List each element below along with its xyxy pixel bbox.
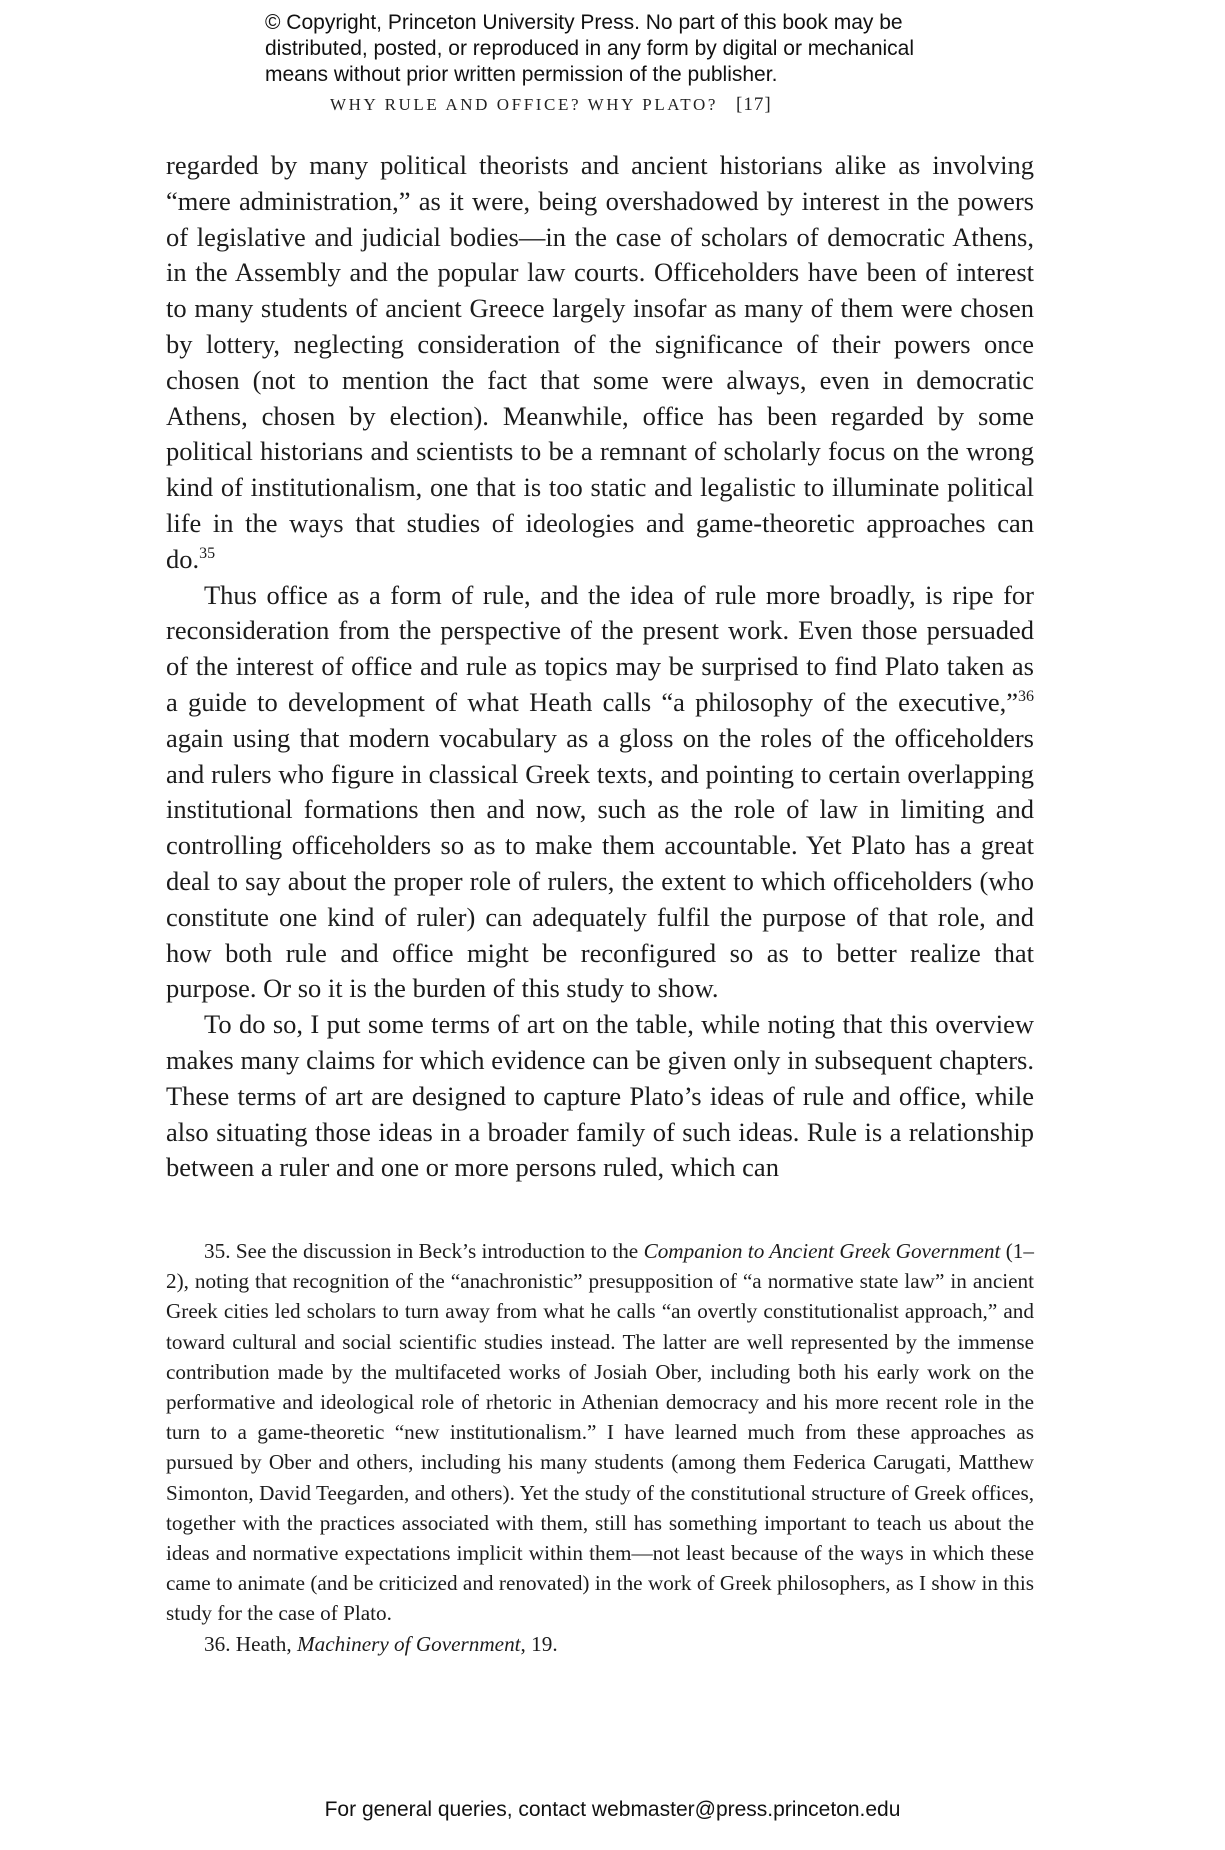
running-head-title: WHY RULE AND OFFICE? WHY PLATO? — [330, 95, 719, 114]
footnote-text: 36. Heath, — [204, 1631, 297, 1656]
footnote-text: 35. See the discussion in Beck’s introduction to the — [204, 1239, 644, 1263]
cited-title: Companion to Ancient Greek Government — [643, 1239, 1001, 1263]
paragraph-text: again using that modern vocabulary as a gloss on the roles of the officeholders and rulers who figure in classical Greek texts, and pointing to certain overlapping institutional formations then and now, such as the role of law in limiting and controlling officeholders so as to make them accountable. Yet Plato has a great deal to say about the proper role of rulers, the extent to which officeholders (who constitute one kind of ruler) can adequately fulfil the purpose of that role, and how both rule and office might be reconfigured so as to better realize that purpose. Or so it is the burden of this study to show. — [166, 722, 1034, 1004]
running-head — [330, 94, 930, 116]
footnote-ref[interactable]: 35 — [199, 544, 216, 562]
copyright-line: © Copyright, Princeton University Press. No part of this book may be — [265, 11, 903, 34]
footer-contact: For general queries, contact webmaster@press.princeton.edu — [324, 1798, 901, 1821]
copyright-line: distributed, posted, or reproduced in any form by digital or mechanical — [265, 37, 915, 60]
copyright-line: means without prior written permission of the publisher. — [265, 63, 778, 86]
footnote-text: (1–2), noting that recognition of the “anachronistic” presupposition of “a normative state law” in ancient Greek cities led scholars to turn away from what he calls “an overtly constitutionalist approach,” and toward cultural and social scientific studies instead. The latter are well represented by the immense contribution made by the multifaceted works of Josiah Ober, including both his early work on the performative and ideological role of rhetoric in Athenian democracy and his more recent role in the turn to a game-theoretic “new institutionalism.” I have learned much from these approaches as pursued by Ober and others, including his many students (among them Federica Carugati, Matthew Simonton, David Teegarden, and others). Yet the study of the constitutional structure of Greek offices, together with the practices associated with them, still has something important to teach us about the ideas and normative expectations implicit within them—not least because of the ways in which these came to animate (and be criticized and renovated) in the work of Greek philosophers, as I show in this study for the case of Plato. — [166, 1239, 1034, 1626]
footnote-35 — [166, 1236, 1034, 1629]
footnote-text: , 19. — [520, 1631, 558, 1656]
footnote-ref[interactable]: 36 — [1018, 687, 1034, 705]
cited-title: Machinery of Government — [296, 1631, 521, 1656]
paragraph — [166, 148, 1034, 578]
paragraph-text: regarded by many political theorists and ancient historians alike as involving “mere administration,” as it were, being overshadowed by interest in the powers of legislative and judicial bodies—in the case of scholars of democratic Athens, in the Assembly and the popular law courts. Officeholders have been of interest to many students of ancient Greece largely insofar as many of them were chosen by lottery, neglecting consideration of the significance of their powers once chosen (not to mention the fact that some were always, even in democratic Athens, chosen by election). Meanwhile, office has been regarded by some political historians and scientists to be a remnant of scholarly focus on the wrong kind of institutionalism, one that is too static and legalistic to illuminate political life in the ways that studies of ideologies and game-theoretic approaches can do. — [166, 150, 1034, 574]
copyright-notice — [265, 10, 985, 88]
footnote-36 — [166, 1629, 1034, 1659]
main-text — [166, 148, 1034, 1186]
paragraph — [166, 578, 1034, 1008]
paragraph-text: To do so, I put some terms of art on the table, while noting that this overview makes many claims for which evidence can be given only in subsequent chapters. These terms of art are designed to capture Plato’s ideas of rule and office, while also situating those ideas in a broader family of such ideas. Rule is a relationship between a ruler and one or more persons ruled, which can — [166, 1009, 1034, 1183]
page-number: [17] — [736, 94, 772, 115]
footnotes — [166, 1236, 1034, 1659]
paragraph — [166, 1007, 1034, 1186]
paragraph-text: Thus office as a form of rule, and the idea of rule more broadly, is ripe for reconsideration from the perspective of the present work. Even those persuaded of the interest of office and rule as topics may be surprised to find Plato taken as a guide to development of what Heath calls “a philosophy of the executive,” — [166, 579, 1034, 717]
